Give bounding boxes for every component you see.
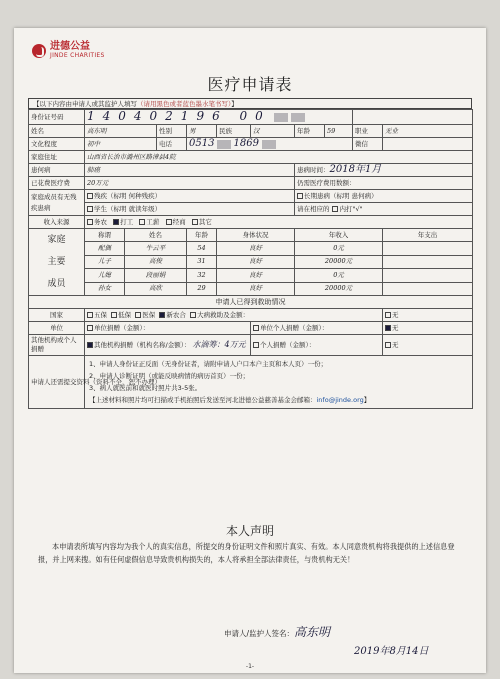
received-title: 申请人已得到救助情况 [29,296,473,309]
disabled-option: 残疾（标明 何种残疾） [85,190,295,203]
form-paper [14,28,486,673]
age-label: 年龄 [295,125,325,138]
family-header: 称谓 [85,229,125,242]
phone-cell [187,138,353,151]
state-checkbox[interactable] [135,312,141,318]
job-label: 职业 [353,125,383,138]
notes-label: 申请人还需提交资料（资料不全，恕不办理） [29,356,85,409]
page-number: -1- [245,663,255,670]
state-checkbox[interactable] [87,312,93,318]
instruction-bar [28,98,472,109]
signature-line: 申请人/监护人签名：高东明 [224,625,331,639]
table-row: 孙女 高欣 29 良好 20000元 [29,282,473,295]
gender-value: 男 [187,125,217,138]
edu-value: 初中 [85,138,157,151]
tick-hint: 请在相应的 内打"√" [295,203,473,216]
unit-checkbox[interactable] [87,325,93,331]
address-value: 山西省长治市潞州区路漳县4院 [85,151,473,164]
edu-label: 文化程度 [29,138,85,151]
family-header: 年收入 [295,229,383,242]
family-header: 姓名 [125,229,187,242]
table-row: 儿子 高俊 31 良好 20000元 [29,255,473,268]
instruction-main: 【以下内容由申请人或其监护人填写 [33,100,137,108]
address-label: 家庭住址 [29,151,85,164]
income-options: 务农 打工 工薪 经商 其它 [85,216,473,229]
state-none: 无 [383,309,473,322]
ethnicity-label: 民族 [217,125,251,138]
none-checkbox[interactable] [385,325,391,331]
student-checkbox[interactable] [87,206,93,212]
redaction-block [274,113,288,122]
instruction-end: 】 [231,100,238,108]
unit-option-1: 单位捐赠（金额）： [85,322,251,335]
none-checkbox[interactable] [385,312,391,318]
other-option-2: 个人捐赠（金额）： [251,335,383,356]
state-checkbox[interactable] [190,312,196,318]
logo-cn: 进德公益 [50,41,90,52]
redaction-block [262,140,276,149]
id-label: 身份证号码 [29,110,85,125]
declaration-text: 本申请表所填写内容均为我个人的真实信息，所提交的身份证明文件和照片真实、有效。本人同意贵机构将我提供的上述信息登报，并上网来搜。如有任何虚假信息导致贵机构损失的，本人将承担全部法律责任，与贵机构无关！ [38,542,455,564]
signature: 高东明 [294,625,331,639]
id-value-cell [85,110,353,125]
logo [32,42,105,59]
disease-label: 患何病 [29,164,85,177]
table-row: 配偶 牛云平 54 良好 0元 [29,242,473,255]
income-checkbox[interactable] [166,219,172,225]
notes-item: 3、病人就医前和就医时照片共3-5张。 [89,384,202,392]
hint-box-icon [332,206,338,212]
name-label: 姓名 [29,125,85,138]
other-checkbox[interactable] [253,342,259,348]
state-options: 五保 低保 医保 新农合 大病救助及金额： [85,309,383,322]
other-checkbox[interactable] [87,342,93,348]
onset-label: 患病时间： [297,166,330,174]
none-checkbox[interactable] [385,342,391,348]
family-header: 身体状况 [217,229,295,242]
logo-en: JINDE CHARITIES [50,52,105,59]
phone-value: 0513 [189,138,215,149]
other-label: 其他机构或个人捐赠 [29,335,85,356]
onset-cell [295,164,473,177]
other-none: 无 [383,335,473,356]
declaration-title: 本人声明 [225,524,274,538]
table-row: 儿媳 段丽娟 32 良好 0元 [29,269,473,282]
charity-logo-icon [32,44,46,58]
need-label: 仍需医疗费用数额： [295,177,473,190]
application-table [28,109,473,409]
redaction-block [217,140,231,149]
disease-value: 肺癌 [85,164,295,177]
disabled-checkbox[interactable] [87,193,93,199]
chronic-option: 长期患病（标明 患何病） [295,190,473,203]
chronic-checkbox[interactable] [297,193,303,199]
unit-checkbox[interactable] [253,325,259,331]
sign-date: 2019年8月14日 [354,646,429,657]
state-checkbox[interactable] [159,312,165,318]
onset-value: 2018年1月 [329,164,382,175]
id-value: 140402196 00 [87,108,271,123]
notes-items [85,356,473,409]
income-label: 收入来源 [29,216,85,229]
notes-item: 1、申请人身份证正反面（无身份证者，请附申请人户口本户主页和本人页）一份； [89,360,328,368]
income-checkbox[interactable] [113,219,119,225]
income-checkbox[interactable] [139,219,145,225]
unit-none: 无 [383,322,473,335]
name-value: 高东明 [85,125,157,138]
unit-label: 单位 [29,322,85,335]
spent-value: 20万元 [85,177,295,190]
state-label: 国家 [29,309,85,322]
other-option-1: 其他机构捐赠（机构名称/金额）： 水滴筹：4万元 [85,335,251,356]
job-value: 无业 [383,125,473,138]
unit-option-2: 单位个人捐赠（金额）： [251,322,383,335]
phone-value-2: 1869 [233,138,259,149]
page-title: 医疗申请表 [207,75,293,94]
age-value: 59 [325,125,353,138]
redaction-block [291,113,305,122]
family-label: 家庭 主要 成员 [29,229,85,296]
other-written: 水滴筹：4万元 [192,340,246,349]
family-header: 年支出 [383,229,473,242]
members-label: 家庭成员有无残疾患病 [29,190,85,216]
gender-label: 性别 [157,125,187,138]
income-checkbox[interactable] [87,219,93,225]
student-option: 学生（标明 就读年级） [85,203,295,216]
spent-label: 已花费医疗费 [29,177,85,190]
income-checkbox[interactable] [192,219,198,225]
phone-label: 电话 [157,138,187,151]
notes-item: 【上述材料和照片均可扫描或手机拍照后发送至河北进德公益慈善基金会邮箱：info@jinde.org】 [89,396,371,404]
notes-item: 2、申请人诊断证明（或能反映病情的病历首页）一份； [89,372,250,380]
wechat-label: 微信 [353,138,383,151]
family-header: 年龄 [187,229,217,242]
state-checkbox[interactable] [111,312,117,318]
email-link[interactable]: info@jinde.org [316,396,364,404]
instruction-hint: （请用黑色或者蓝色墨水笔书写） [137,100,232,108]
ethnicity-value: 汉 [251,125,295,138]
